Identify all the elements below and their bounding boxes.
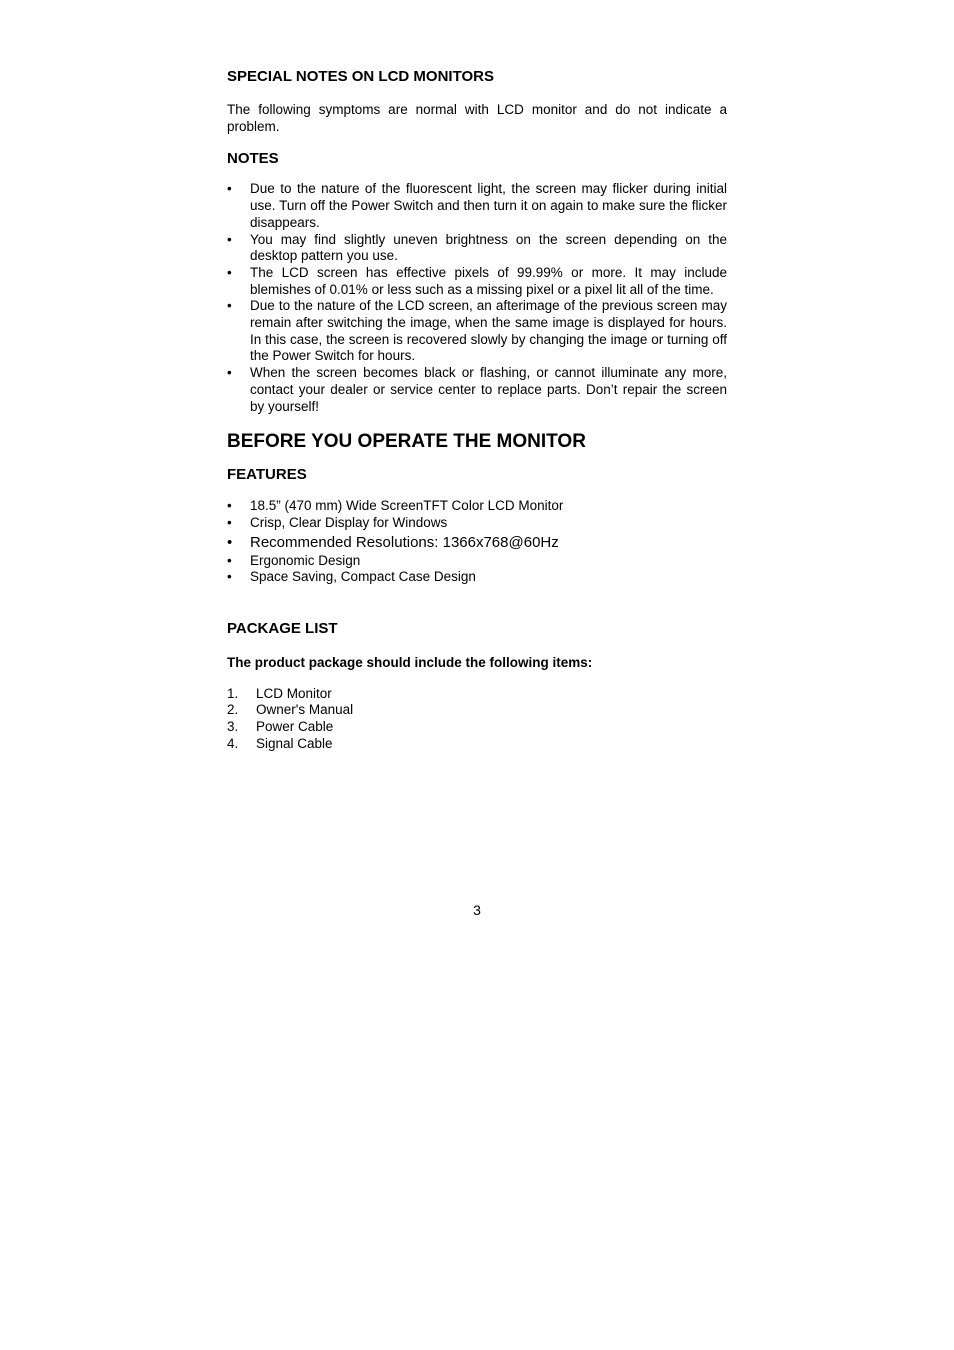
bullet-icon: • [227,365,232,381]
list-item [227,232,727,265]
list-item [227,719,727,736]
item-label: Signal Cable [256,735,333,751]
page-content [227,68,727,753]
list-item [227,515,727,532]
before-operate-heading: BEFORE YOU OPERATE THE MONITOR [227,431,586,453]
item-number: 3. [227,719,239,735]
bullet-icon: • [227,533,233,551]
list-item [227,686,727,703]
notes-list [227,181,727,415]
list-item [227,298,727,365]
list-item [227,265,727,298]
list-item [227,702,727,719]
special-notes-heading: SPECIAL NOTES ON LCD MONITORS [227,68,494,85]
features-list [227,498,727,586]
list-item [227,532,727,553]
feature-text: 18.5” (470 mm) Wide ScreenTFT Color LCD Monitor [250,498,564,514]
note-text: Due to the nature of the fluorescent light, the screen may flicker during initial use. Turn off the Power Switch and then turn it on again to make sure the flicker disappears. [250,181,727,230]
bullet-icon: • [227,264,232,280]
feature-text: Recommended Resolutions: 1366x768@60Hz [250,533,559,551]
features-heading: FEATURES [227,466,307,484]
feature-text: Crisp, Clear Display for Windows [250,514,448,530]
package-list-lead: The product package should include the following items: [227,655,593,671]
page-number: 3 [473,902,481,918]
package-list-heading: PACKAGE LIST [227,620,338,638]
list-item [227,569,727,586]
bullet-icon: • [227,514,232,530]
note-text: Due to the nature of the LCD screen, an afterimage of the previous screen may remain after switching the image, when the same image is displayed for hours. In this case, the screen is recovered slowly by changing the image or turning off the Power Switch for hours. [250,298,727,364]
note-text: The LCD screen has effective pixels of 99.99% or more. It may include blemishes of 0.01% or less such as a missing pixel or a pixel lit all of the time. [250,264,727,297]
feature-text: Space Saving, Compact Case Design [250,569,476,585]
list-item [227,736,727,753]
item-number: 2. [227,702,239,718]
list-item [227,365,727,415]
notes-heading: NOTES [227,150,279,168]
bullet-icon: • [227,498,232,514]
item-label: Owner's Manual [256,702,354,718]
bullet-icon: • [227,231,232,247]
package-items-list [227,686,727,753]
feature-text: Ergonomic Design [250,552,361,568]
item-label: LCD Monitor [256,685,332,701]
bullet-icon: • [227,181,232,197]
item-label: Power Cable [256,719,334,735]
list-item [227,181,727,231]
item-number: 4. [227,735,239,751]
bullet-icon: • [227,298,232,314]
special-notes-intro: The following symptoms are normal with LCD monitor and do not indicate a problem. [227,102,727,134]
note-text: You may find slightly uneven brightness on the screen depending on the desktop pattern you use. [250,231,727,264]
list-item [227,498,727,515]
list-item [227,553,727,570]
item-number: 1. [227,685,239,701]
bullet-icon: • [227,552,232,568]
note-text: When the screen becomes black or flashing, or cannot illuminate any more, contact your dealer or service center to replace parts. Don’t repair the screen by yourself! [250,365,727,414]
bullet-icon: • [227,569,232,585]
